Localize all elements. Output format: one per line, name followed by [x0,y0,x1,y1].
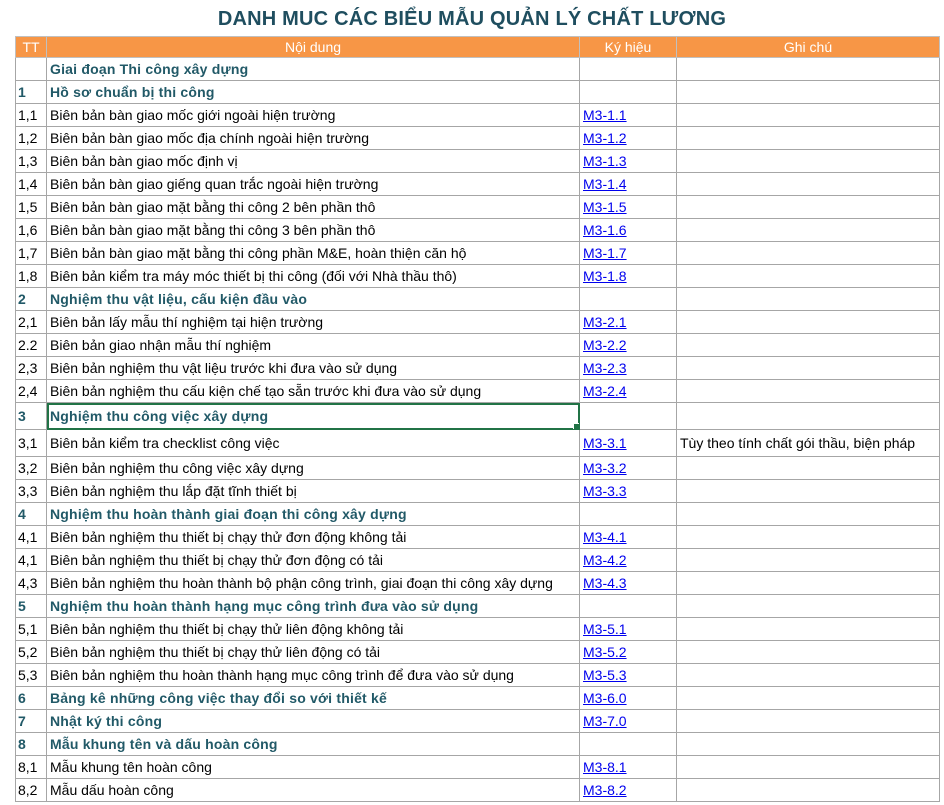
cell-tt[interactable]: 1,7 [16,242,47,265]
cell-ky-hieu[interactable] [580,710,677,733]
table-row [16,756,940,779]
table-row [16,219,940,242]
cell-ky-hieu[interactable] [580,480,677,503]
form-link[interactable]: M3-1.7 [583,245,627,261]
table-row [16,526,940,549]
cell-noi-dung[interactable]: Biên bản bàn giao mặt bằng thi công phần M&E, hoàn thiện căn hộ [47,242,580,265]
cell-tt[interactable]: 1,8 [16,265,47,288]
cell-ky-hieu[interactable] [580,265,677,288]
form-link[interactable]: M3-2.3 [583,360,627,376]
form-link[interactable]: M3-1.4 [583,176,627,192]
cell-ghi-chu[interactable] [677,311,940,334]
cell-tt[interactable]: 1 [16,81,47,104]
cell-ky-hieu[interactable] [580,357,677,380]
cell-noi-dung[interactable]: Mẫu dấu hoàn công [47,779,580,802]
table-row [16,104,940,127]
form-link[interactable]: M3-3.1 [583,435,627,451]
cell-noi-dung[interactable]: Bảng kê những công việc thay đổi so với thiết kế [47,687,580,710]
cell-ky-hieu[interactable] [580,756,677,779]
table-row [16,357,940,380]
cell-ghi-chu[interactable] [677,242,940,265]
cell-tt[interactable]: 5,1 [16,618,47,641]
form-link[interactable]: M3-4.2 [583,552,627,568]
form-link[interactable]: M3-5.1 [583,621,627,637]
table-row [16,779,940,802]
form-link[interactable]: M3-1.1 [583,107,627,123]
table-row [16,664,940,687]
cell-tt[interactable]: 7 [16,710,47,733]
cell-noi-dung[interactable]: Mẫu khung tên hoàn công [47,756,580,779]
cell-noi-dung[interactable]: Biên bản nghiệm thu cấu kiện chế tạo sẵn trước khi đưa vào sử dụng [47,380,580,403]
table-row [16,334,940,357]
form-link[interactable]: M3-8.2 [583,782,627,798]
cell-tt[interactable]: 8,2 [16,779,47,802]
sheet-title: DANH MUC CÁC BIỂU MẪU QUẢN LÝ CHẤT LƯƠNG [217,8,727,30]
header-noi-dung[interactable]: Nội dung [47,37,580,58]
cell-ky-hieu[interactable] [580,58,677,81]
cell-ghi-chu[interactable] [677,687,940,710]
cell-tt[interactable]: 2,3 [16,357,47,380]
table-row [16,549,940,572]
cell-ky-hieu[interactable] [580,641,677,664]
cell-ghi-chu[interactable] [677,58,940,81]
cell-tt[interactable]: 4,3 [16,572,47,595]
cell-ghi-chu[interactable] [677,219,940,242]
cell-ky-hieu[interactable] [580,196,677,219]
form-link[interactable]: M3-7.0 [583,713,627,729]
cell-tt[interactable]: 6 [16,687,47,710]
form-link[interactable]: M3-1.3 [583,153,627,169]
fill-handle[interactable] [573,423,580,430]
cell-ky-hieu[interactable] [580,242,677,265]
form-list-table [15,36,940,802]
cell-tt[interactable]: 2,4 [16,380,47,403]
cell-ky-hieu[interactable] [580,150,677,173]
cell-ghi-chu[interactable] [677,710,940,733]
form-link[interactable]: M3-3.2 [583,460,627,476]
form-link[interactable]: M3-2.1 [583,314,627,330]
cell-noi-dung[interactable]: Biên bản nghiệm thu lắp đặt tĩnh thiết bị [47,480,580,503]
cell-tt[interactable]: 5 [16,595,47,618]
cell-tt[interactable]: 1,5 [16,196,47,219]
cell-noi-dung[interactable]: Nghiệm thu hoàn thành giai đoạn thi công xây dựng [47,503,580,526]
cell-ky-hieu[interactable] [580,618,677,641]
cell-ghi-chu[interactable] [677,104,940,127]
cell-noi-dung[interactable]: Biên bản bàn giao mốc định vị [47,150,580,173]
table-row [16,311,940,334]
form-link[interactable]: M3-5.3 [583,667,627,683]
table-row [16,618,940,641]
section-row [16,687,940,710]
cell-tt[interactable]: 2 [16,288,47,311]
cell-tt[interactable]: 3,1 [16,430,47,457]
cell-ky-hieu[interactable] [580,549,677,572]
cell-ky-hieu[interactable] [580,104,677,127]
cell-ky-hieu[interactable] [580,288,677,311]
cell-ghi-chu[interactable] [677,430,940,457]
section-row [16,503,940,526]
cell-noi-dung[interactable]: Biên bản nghiệm thu công việc xây dựng [47,457,580,480]
header-ghi-chu[interactable]: Ghi chú [677,37,940,58]
table-row [16,265,940,288]
cell-noi-dung[interactable]: Giai đoạn Thi công xây dựng [47,58,580,81]
cell-noi-dung[interactable]: Biên bản kiểm tra máy móc thiết bị thi công (đối với Nhà thầu thô) [47,265,580,288]
cell-ghi-chu[interactable] [677,127,940,150]
form-link[interactable]: M3-1.2 [583,130,627,146]
cell-ky-hieu[interactable] [580,430,677,457]
table-row [16,457,940,480]
cell-ky-hieu[interactable] [580,779,677,802]
cell-tt[interactable]: 4,1 [16,549,47,572]
section-row [16,58,940,81]
table-row [16,572,940,595]
cell-ky-hieu[interactable] [580,403,677,430]
table-row [16,127,940,150]
section-row [16,288,940,311]
cell-noi-dung[interactable]: Biên bản bàn giao giếng quan trắc ngoài hiện trường [47,173,580,196]
cell-noi-dung[interactable]: Biên bản nghiệm thu thiết bị chạy thử liên động không tải [47,618,580,641]
cell-ghi-chu[interactable] [677,618,940,641]
table-row [16,641,940,664]
cell-tt[interactable]: 2.2 [16,334,47,357]
cell-noi-dung[interactable]: Nghiệm thu công việc xây dựng [47,403,580,430]
cell-ghi-chu[interactable] [677,150,940,173]
cell-noi-dung[interactable]: Nghiệm thu vật liệu, cấu kiện đầu vào [47,288,580,311]
cell-ghi-chu[interactable] [677,641,940,664]
form-link[interactable]: M3-1.5 [583,199,627,215]
cell-tt[interactable]: 1,3 [16,150,47,173]
table-row [16,173,940,196]
cell-noi-dung[interactable]: Biên bản lấy mẫu thí nghiệm tại hiện trường [47,311,580,334]
header-row [16,37,940,58]
cell-ghi-chu[interactable] [677,265,940,288]
cell-ky-hieu[interactable] [580,664,677,687]
table-row [16,480,940,503]
table-row [16,380,940,403]
cell-ghi-chu[interactable] [677,526,940,549]
cell-ky-hieu[interactable] [580,572,677,595]
cell-noi-dung[interactable]: Biên bản nghiệm thu vật liệu trước khi đưa vào sử dụng [47,357,580,380]
cell-noi-dung[interactable]: Biên bản kiểm tra checklist công việc [47,430,580,457]
section-row [16,710,940,733]
form-link[interactable]: M3-2.2 [583,337,627,353]
cell-tt[interactable]: 5,2 [16,641,47,664]
form-link[interactable]: M3-3.3 [583,483,627,499]
cell-ghi-chu[interactable] [677,288,940,311]
cell-ghi-chu[interactable] [677,403,940,430]
form-link[interactable]: M3-6.0 [583,690,627,706]
table-row [16,150,940,173]
cell-ghi-chu[interactable] [677,457,940,480]
cell-tt[interactable]: 1,1 [16,104,47,127]
cell-tt[interactable]: 3 [16,403,47,430]
cell-noi-dung[interactable]: Nghiệm thu hoàn thành hạng mục công trình đưa vào sử dụng [47,595,580,618]
cell-ky-hieu[interactable] [580,334,677,357]
cell-tt[interactable]: 4,1 [16,526,47,549]
cell-ghi-chu[interactable] [677,549,940,572]
section-row [16,595,940,618]
cell-tt[interactable]: 8 [16,733,47,756]
cell-noi-dung[interactable]: Biên bản bàn giao mốc địa chính ngoài hiện trường [47,127,580,150]
form-link[interactable]: M3-1.6 [583,222,627,238]
cell-ky-hieu[interactable] [580,503,677,526]
cell-ghi-chu[interactable] [677,595,940,618]
cell-ky-hieu[interactable] [580,219,677,242]
table-row [16,430,940,457]
cell-ky-hieu[interactable] [580,457,677,480]
cell-noi-dung[interactable]: Biên bản nghiệm thu thiết bị chạy thử liên động có tải [47,641,580,664]
cell-ghi-chu[interactable] [677,572,940,595]
cell-noi-dung[interactable]: Biên bản nghiệm thu thiết bị chạy thử đơn động không tải [47,526,580,549]
cell-tt[interactable]: 8,1 [16,756,47,779]
form-link[interactable]: M3-5.2 [583,644,627,660]
cell-ky-hieu[interactable] [580,127,677,150]
cell-noi-dung[interactable]: Biên bản giao nhận mẫu thí nghiệm [47,334,580,357]
cell-noi-dung[interactable]: Biên bản nghiệm thu thiết bị chạy thử đơn động có tải [47,549,580,572]
cell-ghi-chu[interactable] [677,380,940,403]
cell-ghi-chu[interactable] [677,664,940,687]
cell-ghi-chu[interactable] [677,357,940,380]
cell-tt[interactable]: 3,3 [16,480,47,503]
cell-ghi-chu[interactable] [677,733,940,756]
table-row [16,242,940,265]
cell-tt[interactable]: 4 [16,503,47,526]
cell-noi-dung[interactable]: Biên bản bàn giao mốc giới ngoài hiện trường [47,104,580,127]
cell-noi-dung[interactable]: Biên bản bàn giao mặt bằng thi công 2 bên phần thô [47,196,580,219]
cell-ghi-chu[interactable] [677,81,940,104]
cell-ky-hieu[interactable] [580,81,677,104]
form-link[interactable]: M3-8.1 [583,759,627,775]
section-row [16,81,940,104]
cell-tt[interactable] [16,58,47,81]
cell-ky-hieu[interactable] [580,380,677,403]
table-row [16,196,940,219]
cell-noi-dung[interactable]: Mẫu khung tên và dấu hoàn công [47,733,580,756]
cell-ky-hieu[interactable] [580,526,677,549]
form-link[interactable]: M3-4.1 [583,529,627,545]
cell-tt[interactable]: 1,2 [16,127,47,150]
header-ky-hieu[interactable]: Ký hiệu [580,37,677,58]
cell-tt[interactable]: 5,3 [16,664,47,687]
cell-noi-dung[interactable]: Biên bản nghiệm thu hoàn thành hạng mục công trình để đưa vào sử dụng [47,664,580,687]
form-link[interactable]: M3-2.4 [583,383,627,399]
cell-noi-dung[interactable]: Biên bản bàn giao mặt bằng thi công 3 bên phần thô [47,219,580,242]
cell-ghi-chu[interactable] [677,334,940,357]
cell-ghi-chu[interactable] [677,480,940,503]
form-link[interactable]: M3-1.8 [583,268,627,284]
cell-tt[interactable]: 2,1 [16,311,47,334]
cell-ghi-chu[interactable] [677,779,940,802]
cell-ghi-chu[interactable] [677,756,940,779]
cell-tt[interactable]: 3,2 [16,457,47,480]
cell-ghi-chu[interactable] [677,503,940,526]
form-link[interactable]: M3-4.3 [583,575,627,591]
cell-ky-hieu[interactable] [580,733,677,756]
section-row [16,403,940,430]
cell-tt[interactable]: 1,6 [16,219,47,242]
cell-ky-hieu[interactable] [580,687,677,710]
section-row [16,733,940,756]
cell-ky-hieu[interactable] [580,173,677,196]
cell-noi-dung[interactable]: Nhật ký thi công [47,710,580,733]
note-text: Tùy theo tính chất gói thầu, biện pháp [680,435,916,451]
cell-ky-hieu[interactable] [580,311,677,334]
header-tt[interactable]: TT [16,37,47,58]
cell-noi-dung[interactable]: Hồ sơ chuẩn bị thi công [47,81,580,104]
cell-noi-dung[interactable]: Biên bản nghiệm thu hoàn thành bộ phận công trình, giai đoạn thi công xây dựng [47,572,580,595]
cell-ghi-chu[interactable] [677,173,940,196]
cell-ky-hieu[interactable] [580,595,677,618]
cell-tt[interactable]: 1,4 [16,173,47,196]
cell-ghi-chu[interactable] [677,196,940,219]
